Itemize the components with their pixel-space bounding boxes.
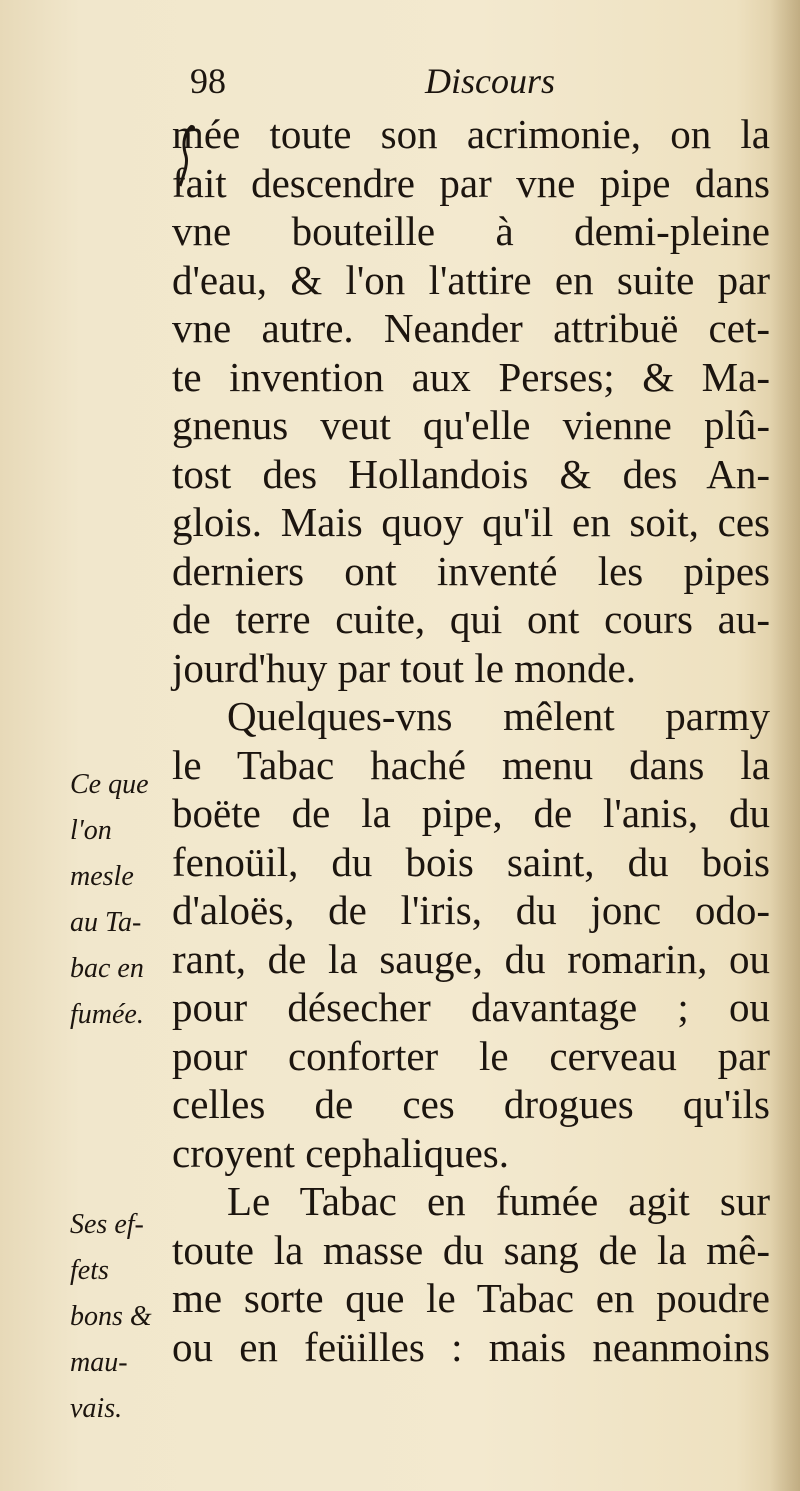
text-line: de terre cuite, qui ont cours au-	[172, 596, 770, 642]
margin-note-line: bac en	[70, 953, 144, 984]
text-line: fenoüil, du bois saint, du bois	[172, 838, 770, 885]
text-line: vne autre. Neander attribuë cet-	[172, 305, 770, 351]
text-line: gnenus veut qu'elle vienne plû-	[172, 402, 770, 448]
page-number: 98	[190, 61, 226, 101]
text-line: ou en feüilles : mais neanmoins	[172, 1323, 770, 1370]
margin-note-line: fets	[70, 1255, 109, 1286]
text-line: boëte de la pipe, de l'anis, du	[172, 790, 770, 836]
page-edge-shadow	[770, 0, 800, 1491]
margin-note-line: Ses ef-	[70, 1209, 144, 1240]
margin-note-line: Ce que	[70, 769, 149, 800]
text-line: d'eau, & l'on l'attire en suite par	[172, 256, 770, 303]
margin-note-1	[70, 762, 149, 1038]
margin-note-line: mau-	[70, 1347, 128, 1378]
text-line: derniers ont inventé les pipes	[172, 547, 770, 594]
text-line: vne bouteille à demi-pleine	[172, 208, 770, 254]
margin-note-2	[70, 1202, 152, 1432]
paragraph-3	[172, 1177, 770, 1371]
paragraph-2	[172, 692, 770, 1177]
text-line: celles de ces drogues qu'ils	[172, 1081, 770, 1127]
margin-note-line: l'on	[70, 815, 112, 846]
text-line: glois. Mais quoy qu'il en soit, ces	[172, 499, 770, 545]
text-line: pour conforter le cerveau par	[172, 1032, 770, 1079]
margin-note-line: mesle	[70, 861, 134, 892]
text-line: toute la masse du sang de la mê-	[172, 1226, 770, 1273]
page-header	[190, 60, 760, 110]
text-line: tost des Hollandois & des An-	[172, 450, 770, 497]
paragraph-1	[172, 110, 770, 692]
text-line: rant, de la sauge, du romarin, ou	[172, 935, 770, 982]
text-line: le Tabac haché menu dans la	[172, 741, 770, 788]
text-line: Le Tabac en fumée agit sur	[227, 1178, 770, 1224]
text-line: te invention aux Perses; & Ma-	[172, 353, 770, 400]
text-line: jourd'huy par tout le monde.	[172, 644, 636, 691]
margin-note-line: fumée.	[70, 999, 144, 1030]
text-line: mée toute son acrimonie, on la	[172, 111, 770, 157]
text-line: fait descendre par vne pipe dans	[172, 159, 770, 206]
text-line: croyent cephaliques.	[172, 1129, 509, 1176]
text-line: me sorte que le Tabac en poudre	[172, 1275, 770, 1321]
text-line: pour désecher davantage ; ou	[172, 984, 770, 1030]
text-line: d'aloës, de l'iris, du jonc odo-	[172, 887, 770, 933]
body-text	[172, 110, 770, 1371]
margin-note-line: vais.	[70, 1393, 123, 1424]
margin-note-line: au Ta-	[70, 907, 142, 938]
margin-note-line: bons &	[70, 1301, 152, 1332]
running-head: Discours	[425, 61, 556, 101]
text-line: Quelques-vns mêlent parmy	[227, 693, 770, 739]
